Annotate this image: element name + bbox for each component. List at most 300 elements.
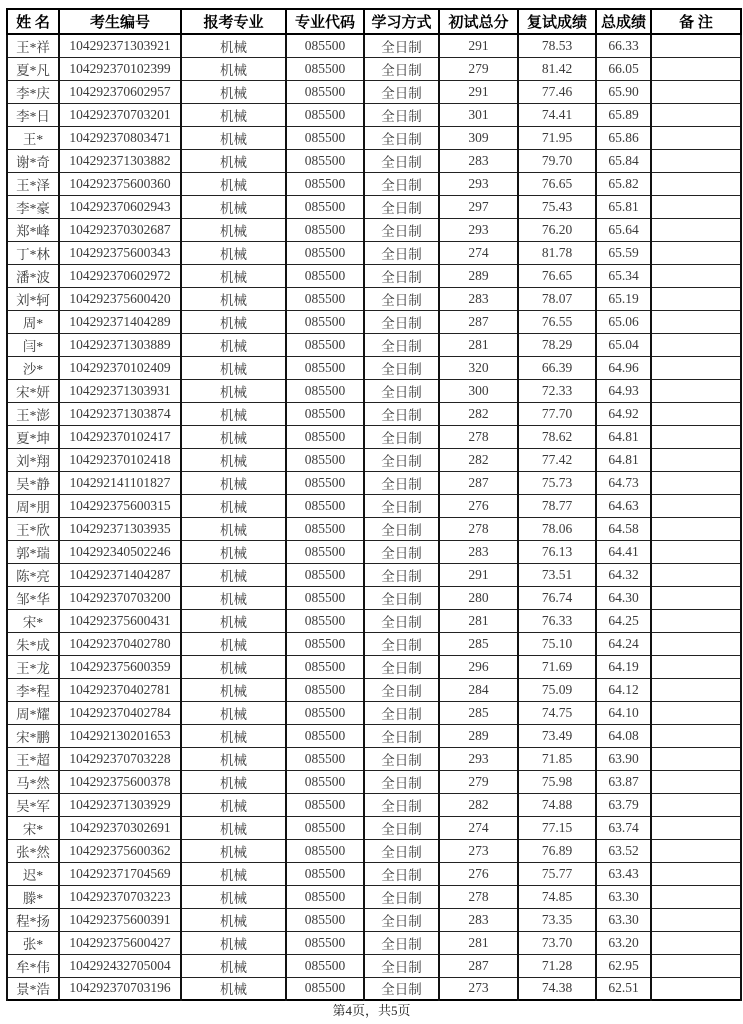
cell-name: 吴*静 — [7, 471, 59, 494]
cell-initial-score: 320 — [439, 356, 518, 379]
cell-remark — [651, 977, 741, 1000]
cell-total-score: 64.93 — [596, 379, 651, 402]
cell-study-mode: 全日制 — [364, 678, 439, 701]
cell-name: 王*龙 — [7, 655, 59, 678]
cell-initial-score: 279 — [439, 770, 518, 793]
cell-major-code: 085500 — [286, 839, 364, 862]
cell-total-score: 65.90 — [596, 80, 651, 103]
cell-retest-score: 72.33 — [518, 379, 596, 402]
cell-initial-score: 281 — [439, 333, 518, 356]
table-row — [7, 103, 741, 126]
table-row — [7, 471, 741, 494]
cell-remark — [651, 356, 741, 379]
cell-retest-score: 75.43 — [518, 195, 596, 218]
admission-results-table — [6, 8, 742, 1001]
cell-candidate-id: 104292371303882 — [59, 149, 181, 172]
table-row — [7, 57, 741, 80]
cell-candidate-id: 104292375600360 — [59, 172, 181, 195]
cell-name: 宋* — [7, 609, 59, 632]
table-row — [7, 356, 741, 379]
cell-candidate-id: 104292370803471 — [59, 126, 181, 149]
cell-total-score: 64.10 — [596, 701, 651, 724]
cell-total-score: 65.04 — [596, 333, 651, 356]
cell-name: 王* — [7, 126, 59, 149]
cell-remark — [651, 632, 741, 655]
cell-remark — [651, 149, 741, 172]
column-header-major-code: 专业代码 — [286, 9, 364, 34]
cell-total-score: 63.74 — [596, 816, 651, 839]
table-row — [7, 862, 741, 885]
table-row — [7, 586, 741, 609]
table-row — [7, 517, 741, 540]
cell-major: 机械 — [181, 655, 286, 678]
cell-major-code: 085500 — [286, 517, 364, 540]
table-row — [7, 310, 741, 333]
cell-name: 丁*林 — [7, 241, 59, 264]
cell-study-mode: 全日制 — [364, 241, 439, 264]
cell-candidate-id: 104292375600315 — [59, 494, 181, 517]
cell-retest-score: 74.85 — [518, 885, 596, 908]
column-header-study-mode: 学习方式 — [364, 9, 439, 34]
cell-initial-score: 287 — [439, 954, 518, 977]
cell-total-score: 64.73 — [596, 471, 651, 494]
cell-name: 周*耀 — [7, 701, 59, 724]
cell-remark — [651, 57, 741, 80]
table-row — [7, 172, 741, 195]
cell-candidate-id: 104292370703196 — [59, 977, 181, 1000]
cell-remark — [651, 34, 741, 57]
cell-total-score: 64.81 — [596, 425, 651, 448]
table-row — [7, 425, 741, 448]
cell-retest-score: 77.46 — [518, 80, 596, 103]
cell-retest-score: 76.33 — [518, 609, 596, 632]
cell-major: 机械 — [181, 931, 286, 954]
cell-major-code: 085500 — [286, 770, 364, 793]
table-row — [7, 977, 741, 1000]
cell-retest-score: 76.74 — [518, 586, 596, 609]
cell-total-score: 63.79 — [596, 793, 651, 816]
cell-total-score: 65.19 — [596, 287, 651, 310]
cell-name: 李*程 — [7, 678, 59, 701]
table-row — [7, 609, 741, 632]
cell-study-mode: 全日制 — [364, 701, 439, 724]
cell-retest-score: 77.42 — [518, 448, 596, 471]
cell-candidate-id: 104292371404289 — [59, 310, 181, 333]
cell-candidate-id: 104292371303935 — [59, 517, 181, 540]
table-row — [7, 563, 741, 586]
table-row — [7, 241, 741, 264]
cell-name: 李*日 — [7, 103, 59, 126]
cell-remark — [651, 218, 741, 241]
cell-initial-score: 283 — [439, 287, 518, 310]
cell-major-code: 085500 — [286, 586, 364, 609]
cell-major: 机械 — [181, 885, 286, 908]
cell-total-score: 62.95 — [596, 954, 651, 977]
cell-study-mode: 全日制 — [364, 839, 439, 862]
cell-retest-score: 81.42 — [518, 57, 596, 80]
cell-study-mode: 全日制 — [364, 724, 439, 747]
cell-major: 机械 — [181, 724, 286, 747]
cell-initial-score: 280 — [439, 586, 518, 609]
cell-major-code: 085500 — [286, 425, 364, 448]
cell-remark — [651, 724, 741, 747]
cell-major: 机械 — [181, 264, 286, 287]
cell-total-score: 64.12 — [596, 678, 651, 701]
cell-study-mode: 全日制 — [364, 356, 439, 379]
cell-initial-score: 283 — [439, 540, 518, 563]
cell-major: 机械 — [181, 908, 286, 931]
cell-study-mode: 全日制 — [364, 471, 439, 494]
cell-major-code: 085500 — [286, 172, 364, 195]
cell-major: 机械 — [181, 839, 286, 862]
table-row — [7, 770, 741, 793]
cell-major-code: 085500 — [286, 402, 364, 425]
cell-retest-score: 77.15 — [518, 816, 596, 839]
cell-candidate-id: 104292370402780 — [59, 632, 181, 655]
table-header — [7, 9, 741, 34]
cell-remark — [651, 908, 741, 931]
cell-retest-score: 74.38 — [518, 977, 596, 1000]
cell-total-score: 64.25 — [596, 609, 651, 632]
cell-total-score: 63.30 — [596, 908, 651, 931]
cell-name: 王*祥 — [7, 34, 59, 57]
cell-initial-score: 282 — [439, 402, 518, 425]
cell-total-score: 63.20 — [596, 931, 651, 954]
cell-total-score: 62.51 — [596, 977, 651, 1000]
cell-retest-score: 76.13 — [518, 540, 596, 563]
cell-major: 机械 — [181, 218, 286, 241]
cell-initial-score: 282 — [439, 448, 518, 471]
cell-major: 机械 — [181, 540, 286, 563]
cell-total-score: 65.64 — [596, 218, 651, 241]
cell-major: 机械 — [181, 609, 286, 632]
cell-candidate-id: 104292371303874 — [59, 402, 181, 425]
cell-remark — [651, 448, 741, 471]
cell-name: 马*然 — [7, 770, 59, 793]
cell-total-score: 63.30 — [596, 885, 651, 908]
cell-major: 机械 — [181, 57, 286, 80]
cell-initial-score: 274 — [439, 241, 518, 264]
cell-initial-score: 301 — [439, 103, 518, 126]
cell-total-score: 63.43 — [596, 862, 651, 885]
cell-name: 沙* — [7, 356, 59, 379]
table-row — [7, 931, 741, 954]
cell-study-mode: 全日制 — [364, 517, 439, 540]
column-header-initial-score: 初试总分 — [439, 9, 518, 34]
cell-study-mode: 全日制 — [364, 793, 439, 816]
cell-major: 机械 — [181, 287, 286, 310]
cell-candidate-id: 104292375600362 — [59, 839, 181, 862]
cell-name: 夏*坤 — [7, 425, 59, 448]
cell-name: 张* — [7, 931, 59, 954]
cell-total-score: 64.58 — [596, 517, 651, 540]
cell-initial-score: 273 — [439, 977, 518, 1000]
cell-major: 机械 — [181, 678, 286, 701]
cell-major: 机械 — [181, 149, 286, 172]
cell-study-mode: 全日制 — [364, 632, 439, 655]
cell-candidate-id: 104292370703228 — [59, 747, 181, 770]
cell-major-code: 085500 — [286, 540, 364, 563]
cell-name: 宋*妍 — [7, 379, 59, 402]
cell-major: 机械 — [181, 333, 286, 356]
table-row — [7, 448, 741, 471]
cell-retest-score: 71.95 — [518, 126, 596, 149]
cell-remark — [651, 310, 741, 333]
cell-major-code: 085500 — [286, 885, 364, 908]
cell-name: 李*庆 — [7, 80, 59, 103]
cell-candidate-id: 104292370102409 — [59, 356, 181, 379]
cell-candidate-id: 104292371303931 — [59, 379, 181, 402]
cell-study-mode: 全日制 — [364, 586, 439, 609]
cell-major-code: 085500 — [286, 609, 364, 632]
table-row — [7, 632, 741, 655]
cell-major-code: 085500 — [286, 287, 364, 310]
cell-name: 朱*成 — [7, 632, 59, 655]
cell-retest-score: 79.70 — [518, 149, 596, 172]
cell-total-score: 64.32 — [596, 563, 651, 586]
cell-major: 机械 — [181, 172, 286, 195]
cell-major-code: 085500 — [286, 816, 364, 839]
cell-candidate-id: 104292370102418 — [59, 448, 181, 471]
cell-name: 王*泽 — [7, 172, 59, 195]
cell-candidate-id: 104292375600431 — [59, 609, 181, 632]
column-header-remark: 备 注 — [651, 9, 741, 34]
cell-candidate-id: 104292371303921 — [59, 34, 181, 57]
cell-initial-score: 293 — [439, 218, 518, 241]
cell-study-mode: 全日制 — [364, 770, 439, 793]
cell-retest-score: 76.20 — [518, 218, 596, 241]
table-row — [7, 724, 741, 747]
cell-retest-score: 74.41 — [518, 103, 596, 126]
cell-initial-score: 293 — [439, 747, 518, 770]
cell-initial-score: 274 — [439, 816, 518, 839]
table-row — [7, 747, 741, 770]
cell-study-mode: 全日制 — [364, 333, 439, 356]
cell-candidate-id: 104292371404287 — [59, 563, 181, 586]
cell-study-mode: 全日制 — [364, 954, 439, 977]
cell-initial-score: 278 — [439, 425, 518, 448]
cell-major-code: 085500 — [286, 678, 364, 701]
cell-major-code: 085500 — [286, 149, 364, 172]
cell-total-score: 64.81 — [596, 448, 651, 471]
cell-major: 机械 — [181, 126, 286, 149]
cell-major: 机械 — [181, 448, 286, 471]
cell-total-score: 65.34 — [596, 264, 651, 287]
cell-remark — [651, 126, 741, 149]
cell-remark — [651, 747, 741, 770]
cell-major: 机械 — [181, 310, 286, 333]
cell-major: 机械 — [181, 195, 286, 218]
cell-name: 闫* — [7, 333, 59, 356]
cell-study-mode: 全日制 — [364, 195, 439, 218]
table-row — [7, 379, 741, 402]
cell-initial-score: 291 — [439, 563, 518, 586]
cell-initial-score: 278 — [439, 885, 518, 908]
cell-remark — [651, 793, 741, 816]
cell-major: 机械 — [181, 379, 286, 402]
cell-candidate-id: 104292370703201 — [59, 103, 181, 126]
cell-initial-score: 287 — [439, 471, 518, 494]
table-row — [7, 34, 741, 57]
cell-candidate-id: 104292141101827 — [59, 471, 181, 494]
cell-retest-score: 75.98 — [518, 770, 596, 793]
cell-candidate-id: 104292371303889 — [59, 333, 181, 356]
cell-study-mode: 全日制 — [364, 264, 439, 287]
cell-remark — [651, 517, 741, 540]
cell-remark — [651, 195, 741, 218]
cell-initial-score: 281 — [439, 931, 518, 954]
cell-initial-score: 283 — [439, 908, 518, 931]
cell-major: 机械 — [181, 701, 286, 724]
cell-retest-score: 78.77 — [518, 494, 596, 517]
cell-retest-score: 78.62 — [518, 425, 596, 448]
cell-candidate-id: 104292370102399 — [59, 57, 181, 80]
cell-study-mode: 全日制 — [364, 747, 439, 770]
cell-retest-score: 77.70 — [518, 402, 596, 425]
cell-study-mode: 全日制 — [364, 34, 439, 57]
table-row — [7, 678, 741, 701]
cell-candidate-id: 104292375600359 — [59, 655, 181, 678]
cell-study-mode: 全日制 — [364, 862, 439, 885]
table-row — [7, 839, 741, 862]
table-row — [7, 494, 741, 517]
cell-total-score: 64.63 — [596, 494, 651, 517]
cell-remark — [651, 931, 741, 954]
cell-initial-score: 283 — [439, 149, 518, 172]
cell-retest-score: 73.51 — [518, 563, 596, 586]
cell-candidate-id: 104292370102417 — [59, 425, 181, 448]
cell-remark — [651, 862, 741, 885]
cell-major-code: 085500 — [286, 356, 364, 379]
cell-name: 周* — [7, 310, 59, 333]
cell-major: 机械 — [181, 793, 286, 816]
cell-retest-score: 71.69 — [518, 655, 596, 678]
cell-total-score: 66.05 — [596, 57, 651, 80]
cell-retest-score: 74.88 — [518, 793, 596, 816]
cell-study-mode: 全日制 — [364, 609, 439, 632]
table-row — [7, 954, 741, 977]
cell-study-mode: 全日制 — [364, 172, 439, 195]
cell-candidate-id: 104292375600343 — [59, 241, 181, 264]
cell-study-mode: 全日制 — [364, 885, 439, 908]
cell-major-code: 085500 — [286, 379, 364, 402]
cell-name: 王*澎 — [7, 402, 59, 425]
cell-remark — [651, 540, 741, 563]
cell-initial-score: 289 — [439, 264, 518, 287]
cell-major-code: 085500 — [286, 57, 364, 80]
cell-candidate-id: 104292370302691 — [59, 816, 181, 839]
cell-remark — [651, 563, 741, 586]
cell-remark — [651, 586, 741, 609]
cell-total-score: 64.96 — [596, 356, 651, 379]
cell-major-code: 085500 — [286, 747, 364, 770]
cell-major-code: 085500 — [286, 701, 364, 724]
cell-major-code: 085500 — [286, 862, 364, 885]
cell-major-code: 085500 — [286, 793, 364, 816]
cell-total-score: 64.92 — [596, 402, 651, 425]
cell-major-code: 085500 — [286, 563, 364, 586]
cell-remark — [651, 885, 741, 908]
cell-total-score: 65.59 — [596, 241, 651, 264]
cell-major-code: 085500 — [286, 655, 364, 678]
cell-retest-score: 66.39 — [518, 356, 596, 379]
cell-study-mode: 全日制 — [364, 494, 439, 517]
cell-major: 机械 — [181, 241, 286, 264]
cell-study-mode: 全日制 — [364, 310, 439, 333]
cell-remark — [651, 471, 741, 494]
cell-name: 张*然 — [7, 839, 59, 862]
cell-study-mode: 全日制 — [364, 931, 439, 954]
cell-study-mode: 全日制 — [364, 149, 439, 172]
cell-remark — [651, 678, 741, 701]
cell-total-score: 64.08 — [596, 724, 651, 747]
cell-retest-score: 76.89 — [518, 839, 596, 862]
cell-candidate-id: 104292130201653 — [59, 724, 181, 747]
cell-major: 机械 — [181, 517, 286, 540]
cell-major: 机械 — [181, 563, 286, 586]
cell-candidate-id: 104292375600420 — [59, 287, 181, 310]
cell-retest-score: 71.28 — [518, 954, 596, 977]
cell-study-mode: 全日制 — [364, 57, 439, 80]
cell-major: 机械 — [181, 977, 286, 1000]
cell-name: 迟* — [7, 862, 59, 885]
cell-study-mode: 全日制 — [364, 126, 439, 149]
cell-major: 机械 — [181, 586, 286, 609]
cell-candidate-id: 104292370703200 — [59, 586, 181, 609]
cell-name: 夏*凡 — [7, 57, 59, 80]
column-header-major: 报考专业 — [181, 9, 286, 34]
cell-major-code: 085500 — [286, 494, 364, 517]
cell-candidate-id: 104292370302687 — [59, 218, 181, 241]
cell-initial-score: 279 — [439, 57, 518, 80]
cell-major: 机械 — [181, 80, 286, 103]
cell-remark — [651, 655, 741, 678]
cell-total-score: 65.82 — [596, 172, 651, 195]
cell-major-code: 085500 — [286, 931, 364, 954]
cell-initial-score: 285 — [439, 701, 518, 724]
cell-initial-score: 309 — [439, 126, 518, 149]
cell-name: 吴*军 — [7, 793, 59, 816]
cell-total-score: 64.41 — [596, 540, 651, 563]
cell-remark — [651, 609, 741, 632]
cell-remark — [651, 494, 741, 517]
cell-major-code: 085500 — [286, 126, 364, 149]
cell-initial-score: 285 — [439, 632, 518, 655]
cell-candidate-id: 104292375600391 — [59, 908, 181, 931]
cell-remark — [651, 172, 741, 195]
cell-total-score: 65.81 — [596, 195, 651, 218]
cell-name: 郭*瑞 — [7, 540, 59, 563]
cell-initial-score: 287 — [439, 310, 518, 333]
cell-total-score: 65.84 — [596, 149, 651, 172]
cell-name: 刘*轲 — [7, 287, 59, 310]
cell-study-mode: 全日制 — [364, 379, 439, 402]
cell-initial-score: 289 — [439, 724, 518, 747]
cell-total-score: 65.06 — [596, 310, 651, 333]
cell-name: 宋*鹏 — [7, 724, 59, 747]
column-header-retest-score: 复试成绩 — [518, 9, 596, 34]
cell-name: 牟*伟 — [7, 954, 59, 977]
cell-retest-score: 74.75 — [518, 701, 596, 724]
cell-remark — [651, 379, 741, 402]
cell-major-code: 085500 — [286, 103, 364, 126]
cell-study-mode: 全日制 — [364, 448, 439, 471]
cell-candidate-id: 104292370703223 — [59, 885, 181, 908]
cell-study-mode: 全日制 — [364, 655, 439, 678]
cell-major-code: 085500 — [286, 471, 364, 494]
column-header-name: 姓 名 — [7, 9, 59, 34]
cell-remark — [651, 333, 741, 356]
